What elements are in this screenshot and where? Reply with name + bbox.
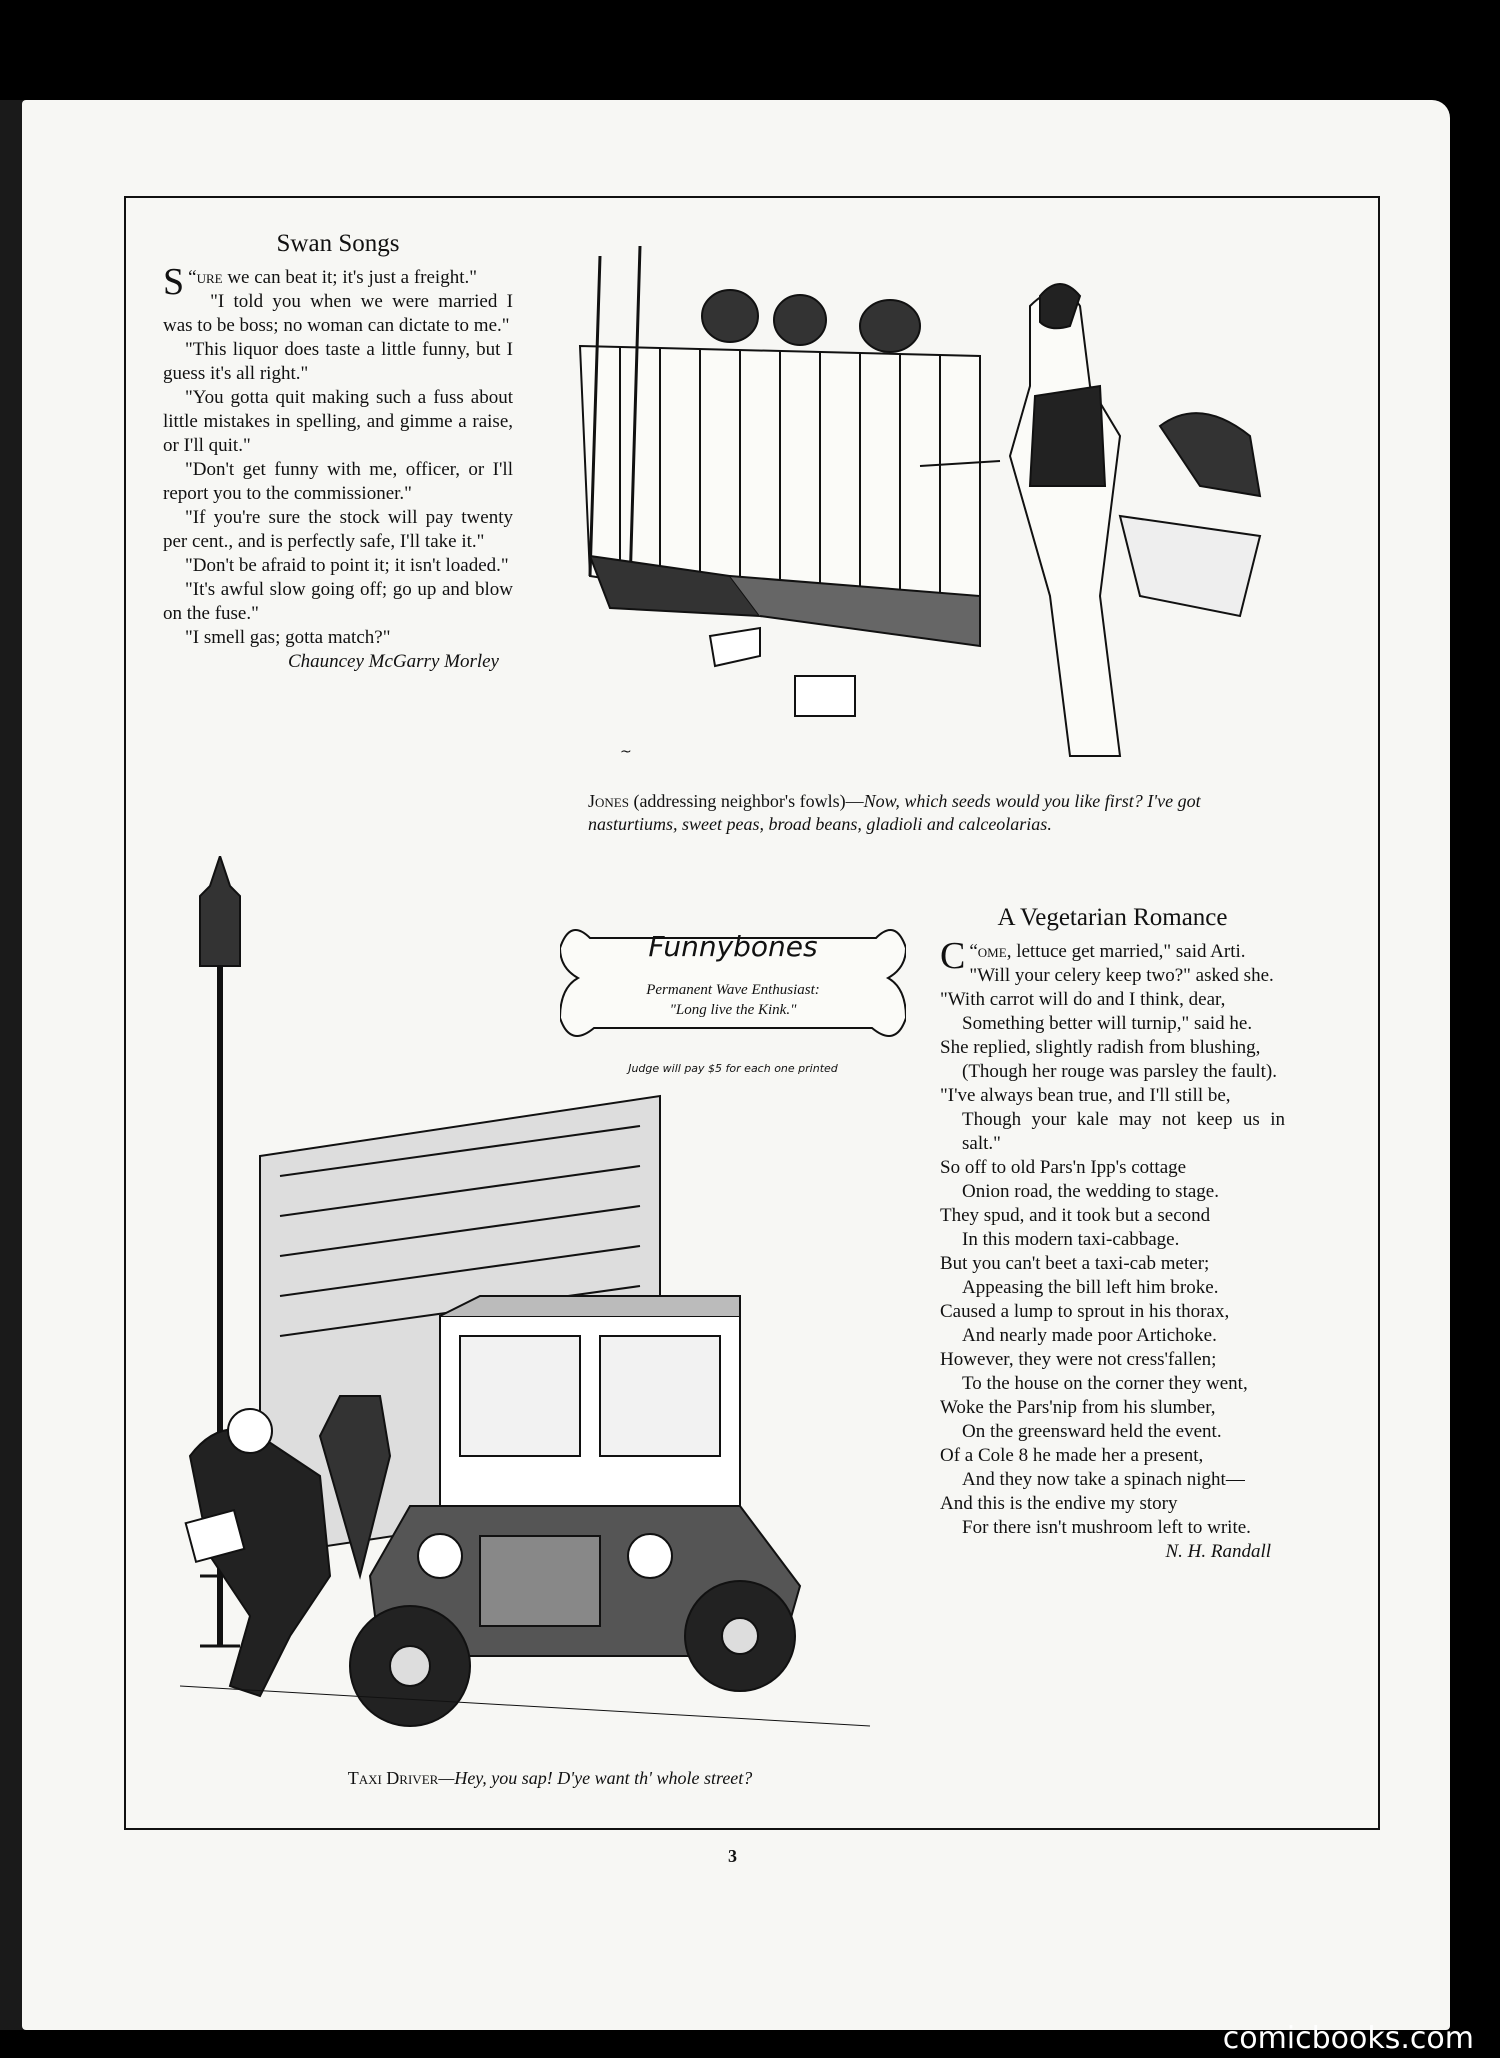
poem-line: She replied, slightly radish from blushing, (940, 1037, 1261, 1058)
vegetarian-romance-author: N. H. Randall (1165, 1541, 1271, 1562)
swan-songs-line: "It's awful slow going off; go up and blow on the fuse." (163, 579, 513, 624)
poem-line: Something better will turnip," said he. (962, 1013, 1253, 1034)
funnybones-line: Permanent Wave Enthusiast: (646, 982, 820, 998)
funnybones-title: Funnybones (648, 930, 818, 963)
funnybones-footer: Judge will pay $5 for each one printed (628, 1062, 838, 1075)
swan-songs-line: "If you're sure the stock will pay twenty per cent., and is perfectly safe, I'll take it." (163, 507, 513, 552)
poem-line: “ C ome, lettuce get married," said Arti. (940, 935, 1246, 977)
vegetarian-romance-poem (940, 906, 1285, 1564)
poem-line: Appeasing the bill left him broke. (962, 1277, 1219, 1298)
poem-line: Onion road, the wedding to stage. (962, 1181, 1219, 1202)
poem-line: So off to old Pars'n Ipp's cottage (940, 1157, 1187, 1178)
poem-line: Caused a lump to sprout in his thorax, (940, 1301, 1230, 1322)
funnybones-line: "Long live the Kink." (669, 1002, 797, 1018)
poem-line: For there isn't mushroom left to write. (962, 1517, 1251, 1538)
swan-songs-line: "You gotta quit making such a fuss about little mistakes in spelling, and gimme a raise, or I'll quit." (163, 387, 513, 456)
swan-songs-line: "This liquor does taste a little funny, but I guess it's all right." (163, 339, 513, 384)
poem-line: (Though her rouge was parsley the fault). (962, 1061, 1277, 1082)
swan-songs-author: Chauncey McGarry Morley (287, 651, 499, 672)
poem-line: Though your kale may not keep us in salt." (962, 1109, 1285, 1154)
watermark: comicbooks.com (1222, 2021, 1474, 2056)
poem-line: To the house on the corner they went, (962, 1373, 1248, 1394)
swan-songs-line: “ S ure we can beat it; it's just a freight." (163, 261, 477, 303)
swan-songs-line: "I told you when we were married I was to be boss; no woman can dictate to me." (163, 291, 513, 336)
poem-line: And nearly made poor Artichoke. (962, 1325, 1217, 1346)
swan-songs-line: "Don't be afraid to point it; it isn't loaded." (185, 555, 509, 576)
poem-line: Woke the Pars'nip from his slumber, (940, 1397, 1216, 1418)
swan-songs-line: "I smell gas; gotta match?" (185, 627, 391, 648)
jones-caption: Jones (addressing neighbor's fowls)—Now, which seeds would you like first? I've got nasturtiums, sweet peas, broad beans, gladioli and calceolarias. (588, 791, 1201, 834)
svg-text:~: ~ (620, 744, 632, 760)
poem-line: On the greensward held the event. (962, 1421, 1222, 1442)
vegetarian-romance-title: A Vegetarian Romance (997, 904, 1228, 931)
poem-line: But you can't beet a taxi-cab meter; (940, 1253, 1210, 1274)
swan-songs-title: Swan Songs (276, 230, 400, 257)
poem-line: And they now take a spinach night— (962, 1469, 1245, 1490)
poem-line: They spud, and it took but a second (940, 1205, 1211, 1226)
poem-line: "I've always bean true, and I'll still be, (940, 1085, 1231, 1106)
poem-line: In this modern taxi-cabbage. (962, 1229, 1180, 1250)
poem-line: However, they were not cress'fallen; (940, 1349, 1217, 1370)
poem-line: Of a Cole 8 he made her a present, (940, 1445, 1204, 1466)
page-number: 3 (728, 1846, 737, 1866)
swan-songs-article (163, 232, 513, 674)
poem-line: "With carrot will do and I think, dear, (940, 989, 1226, 1010)
taxi-caption: Taxi Driver—Hey, you sap! D'ye want th' whole street? (347, 1768, 753, 1788)
swan-songs-line: "Don't get funny with me, officer, or I'll report you to the commissioner." (163, 459, 513, 504)
poem-line: "Will your celery keep two?" asked she. (969, 965, 1274, 986)
poem-lines (940, 964, 1285, 1540)
poem-line: And this is the endive my story (940, 1493, 1178, 1514)
jones-fence-illustration (560, 236, 1280, 776)
